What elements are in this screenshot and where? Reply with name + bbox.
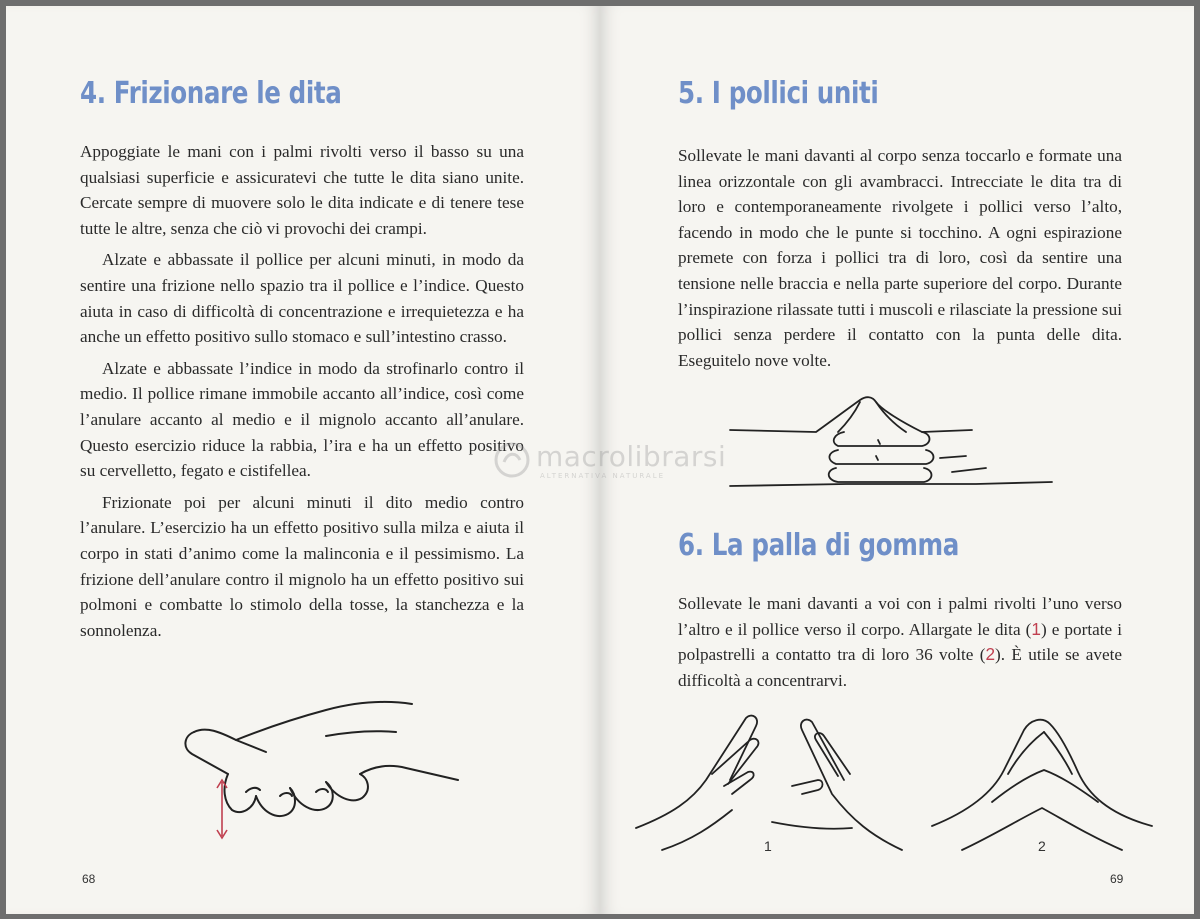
section-5-paragraph: Sollevate le mani davanti al corpo senza toccarlo e formate una linea orizzontale con gli avambracci. Intrecciate le dita tra di loro e contemporaneamente rivolgete i pollici verso l’alto, facendo in modo che le punte si tocchino. A ogni espirazione premete con forza i pollici tra di loro, così da sentire una tensione nelle braccia e nella parte superiore del corpo. Durante l’inspirazione rilassate tutti i muscoli e rilasciate la pressione sui pollici senza perdere il contatto con la punta delle dita. Eseguitelo nove volte. — [678, 146, 1122, 370]
section-5-body — [678, 143, 1122, 373]
section-4-heading: 4. Frizionare le dita — [80, 76, 342, 111]
paragraph-2: Alzate e abbassate il pollice per alcuni minuti, in modo da sentire una frizione nello spazio tra il pollice e l’indice. Questo aiuta in caso di difficoltà di concentrazione e irrequietezza e ha anche un effetto positivo sullo stomaco e sull’intestino crasso. — [80, 250, 524, 347]
figure-label-1: 1 — [764, 838, 772, 854]
section-4-body — [80, 139, 524, 643]
section-6-body — [678, 591, 1122, 693]
hand-fingers-icon — [176, 696, 466, 846]
thumbs-together-illustration — [726, 392, 1056, 502]
paragraph-4: Frizionate poi per alcuni minuti il dito medio contro l’anulare. L’esercizio ha un effetto positivo sulla milza e aiuta il corpo in stati d’animo come la malinconia e il pessimismo. La frizione dell’anulare contro il mignolo ha un effetto positivo sui polmoni e combatte lo stimolo della tosse, la stanchezza e la sonnolenza. — [80, 492, 524, 640]
section-6-text-c: ). È utile se avete difficoltà a concentrarvi. — [678, 645, 1123, 690]
section-6-text-a: Sollevate le mani davanti a voi con i palmi rivolti l’uno verso l’altro e il pollice verso il corpo. Allargate le dita ( — [678, 594, 1122, 639]
watermark — [488, 438, 728, 488]
page-number-left: 68 — [82, 872, 96, 886]
finger-rubbing-illustration — [176, 696, 466, 846]
figure-ref-2: 2 — [985, 644, 996, 665]
page-number-right: 69 — [1110, 872, 1124, 886]
paragraph-3: Alzate e abbassate l’indice in modo da strofinarlo contro il medio. Il pollice rimane immobile accanto all’indice, così come l’anulare accanto al medio e il mignolo accanto all’anulare. Questo esercizio riduce la rabbia, l’ira e ha un effetto positivo su cervelletto, fegato e cistifellea. — [80, 358, 524, 481]
paragraph-1: Appoggiate le mani con i palmi rivolti verso il basso su una qualsiasi superficie e assicuratevi che tutte le dita siano unite. Cercate sempre di muovere solo le dita indicate e di tenere tese tutte le altre, senza che ciò vi provochi dei crampi. — [80, 142, 524, 238]
rubber-ball-illustration — [632, 710, 1172, 860]
section-6-heading: 6. La palla di gomma — [678, 528, 959, 563]
spread-hands-icon — [632, 710, 1172, 860]
watermark-name: macrolibrarsi — [536, 440, 727, 473]
section-6-text-b: ) e portate i polpastrelli a contatto tra di loro 36 volte ( — [678, 619, 1122, 665]
section-5-heading: 5. I pollici uniti — [678, 76, 879, 111]
interlaced-hands-icon — [726, 392, 1056, 502]
watermark-logo-icon — [492, 440, 532, 480]
figure-ref-1: 1 — [1031, 618, 1041, 639]
watermark-tagline: ALTERNATIVA NATURALE — [540, 472, 666, 480]
figure-label-2: 2 — [1038, 838, 1046, 854]
section-6-paragraph — [678, 591, 1122, 693]
